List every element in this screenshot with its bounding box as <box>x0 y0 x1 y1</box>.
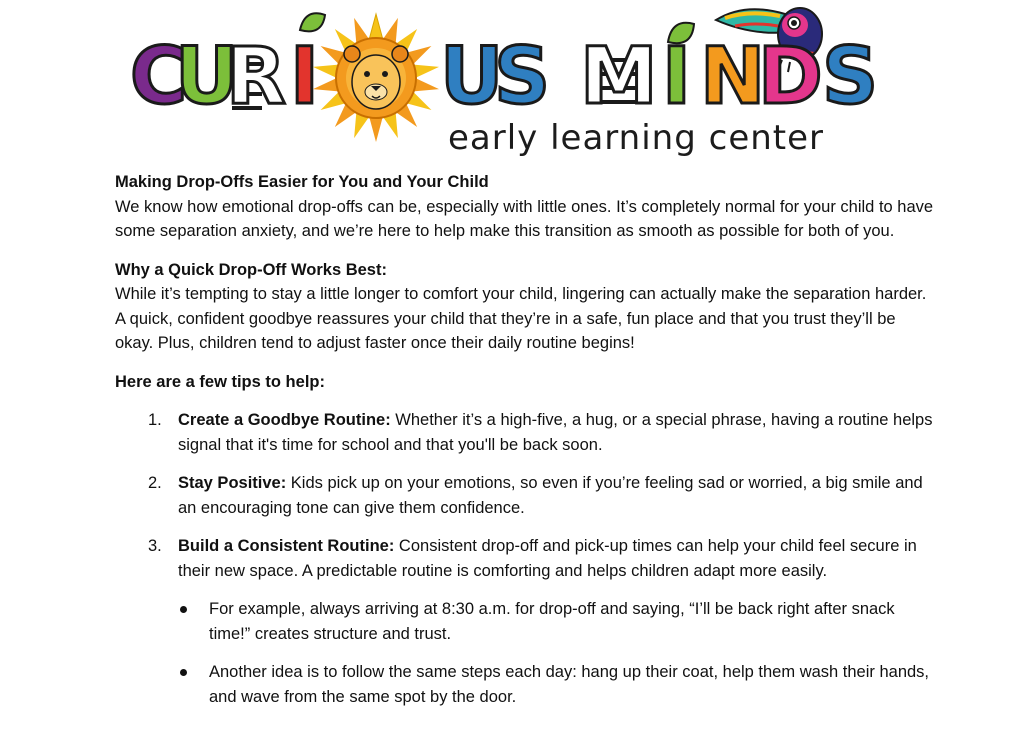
tip-title: Stay Positive: <box>178 474 287 492</box>
logo-letter-u: U <box>175 32 238 122</box>
list-item <box>178 660 935 709</box>
logo-letter-i2: I <box>662 32 691 122</box>
curious-minds-logo <box>0 0 1024 165</box>
list-number: 3. <box>148 537 162 555</box>
list-item <box>115 471 935 520</box>
logo-letter-s2: S <box>822 32 878 122</box>
why-heading: Why a Quick Drop-Off Works Best: <box>115 260 387 279</box>
tips-heading: Here are a few tips to help: <box>115 372 325 391</box>
logo-letter-n: N <box>700 32 765 122</box>
intro-body: We know how emotional drop-offs can be, especially with little ones. It’s completely normal for your child to have some separation anxiety, and we’re here to help make this transition as smooth as possible for both of you. <box>115 197 934 240</box>
tip-title: Build a Consistent Routine: <box>178 537 395 555</box>
logo-letter-u2: U <box>440 32 503 122</box>
intro-section <box>115 170 935 244</box>
list-number: 1. <box>148 411 162 429</box>
logo-subtitle: early learning center <box>448 118 825 158</box>
tips-heading-paragraph <box>115 370 935 395</box>
tip-text: Kids pick up on your emotions, so even if you’re feeling sad or worried, a big smile and an encouraging tone can give them confidence. <box>178 474 923 517</box>
logo-letter-s: S <box>494 32 550 122</box>
why-body: While it’s tempting to stay a little longer to comfort your child, lingering can actually make the separation harder. A quick, confident goodbye reassures your child that they’re in a safe, fun place and that you trust they’ll be okay. Plus, children tend to adjust faster once their daily routine begins! <box>115 285 927 352</box>
logo-letter-m: M <box>580 32 657 122</box>
example-text: Another idea is to follow the same steps each day: hang up their coat, help them wash their hands, and wave from the same spot by the door. <box>209 663 930 706</box>
list-item <box>115 408 935 457</box>
bullet-icon <box>180 606 187 613</box>
document-body <box>115 170 935 723</box>
tip-text: Consistent drop-off and pick-up times can help your child feel secure in their new space. A predictable routine is comforting and helps children adapt more easily. <box>178 537 917 580</box>
example-text: For example, always arriving at 8:30 a.m. for drop-off and saying, “I’ll be back right after snack time!” creates structure and trust. <box>209 600 895 643</box>
logo-letter-i: I <box>290 32 319 122</box>
list-item <box>178 597 935 646</box>
why-section <box>115 258 935 356</box>
logo-letter-d: D <box>758 32 822 122</box>
tip-title: Create a Goodbye Routine: <box>178 411 391 429</box>
list-item <box>115 534 935 709</box>
examples-list <box>178 597 935 709</box>
intro-heading: Making Drop-Offs Easier for You and Your Child <box>115 173 489 191</box>
logo-letter-c: C <box>130 32 187 122</box>
logo-letter-r: R <box>226 32 286 122</box>
bullet-icon <box>180 669 187 676</box>
tips-list <box>115 408 935 709</box>
list-number: 2. <box>148 474 162 492</box>
tip-text: Whether it’s a high-five, a hug, or a special phrase, having a routine helps signal that it's time for school and that you'll be back soon. <box>178 411 933 454</box>
